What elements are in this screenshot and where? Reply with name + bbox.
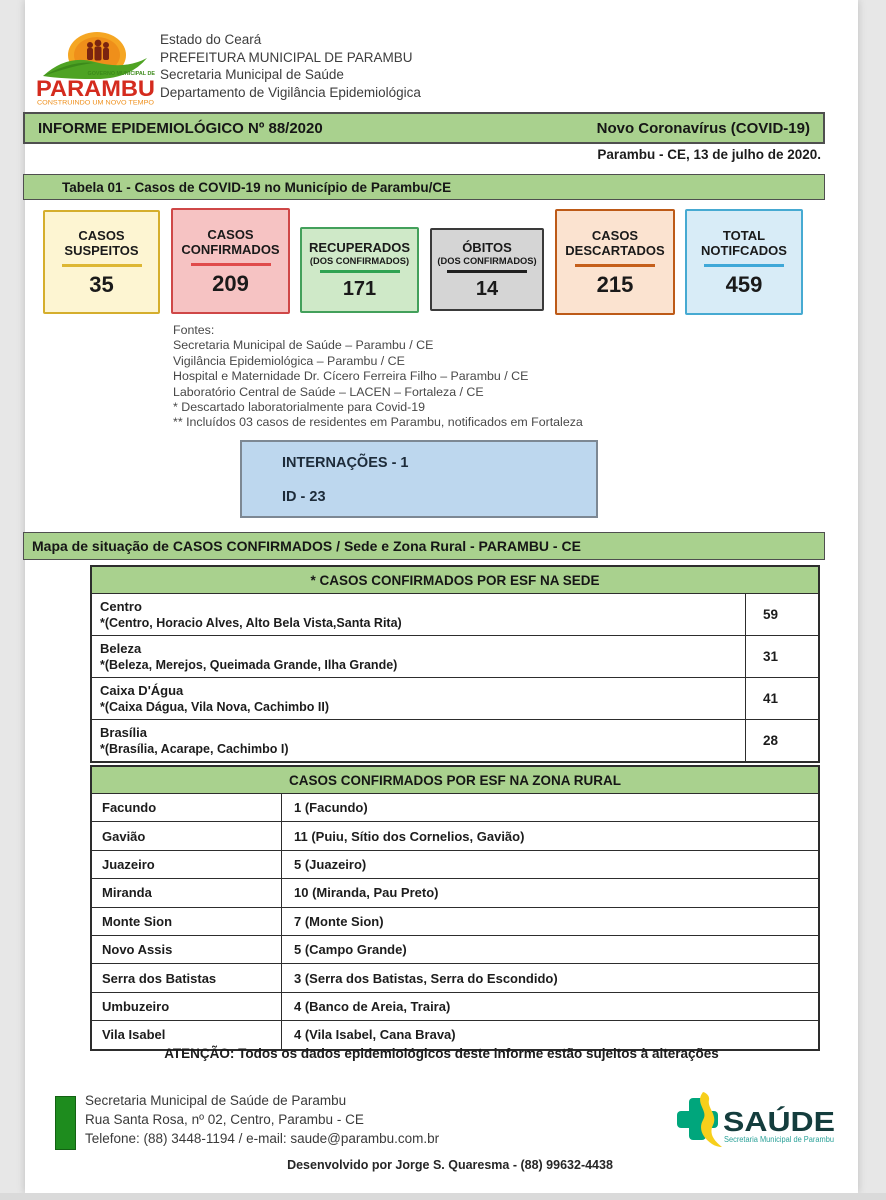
table-row	[92, 936, 818, 964]
table-row	[92, 993, 818, 1021]
esf-name: Vila Isabel	[92, 1021, 282, 1048]
logo-slogan: CONSTRUINDO UM NOVO TEMPO	[37, 100, 155, 106]
developed-by: Desenvolvido por Jorge S. Quaresma - (88) 99632-4438	[287, 1158, 613, 1172]
table-row	[92, 851, 818, 879]
esf-name: Serra dos Batistas	[92, 964, 282, 991]
logo-name: PARAMBU	[36, 76, 155, 101]
letterhead	[160, 31, 421, 101]
stat-value: 209	[212, 271, 249, 296]
sede-table	[90, 565, 820, 763]
stat-value: 14	[475, 277, 499, 300]
sources-line: * Descartado laboratorialmente para Covid-19	[173, 400, 426, 415]
letterhead-line: Secretaria Municipal de Saúde	[160, 67, 344, 82]
footer-contact-line: Secretaria Municipal de Saúde de Parambu	[85, 1093, 347, 1108]
esf-cases-areas: 4 (Vila Isabel, Cana Brava)	[294, 1027, 456, 1043]
table-row	[92, 879, 818, 907]
esf-name: Novo Assis	[92, 936, 282, 963]
parambu-logo	[33, 30, 158, 106]
stat-underline	[575, 264, 655, 267]
esf-name: Juazeiro	[92, 851, 282, 878]
esf-cases: 28	[745, 720, 818, 761]
esf-cases: 31	[745, 636, 818, 677]
attention-note: ATENÇÃO: Todos os dados epidemiológicos deste informe estão sujeitos à alterações	[164, 1046, 719, 1061]
esf-cases-areas: 3 (Serra dos Batistas, Serra do Escondido)	[294, 970, 558, 986]
internacoes-box	[240, 440, 598, 518]
esf-areas: *(Beleza, Merejos, Queimada Grande, Ilha Grande)	[100, 657, 398, 672]
stat-value: 215	[596, 272, 634, 297]
esf-areas: *(Centro, Horacio Alves, Alto Bela Vista,Santa Rita)	[100, 615, 402, 630]
report-subject: Novo Coronavírus (COVID-19)	[596, 119, 810, 137]
letterhead-line: Departamento de Vigilância Epidemiológica	[160, 84, 421, 100]
esf-cases: 59	[745, 594, 818, 635]
stat-obitos	[430, 228, 544, 311]
rural-table	[90, 765, 820, 1051]
rural-table-header: CASOS CONFIRMADOS POR ESF NA ZONA RURAL	[92, 767, 818, 794]
report-number: INFORME EPIDEMIOLÓGICO Nº 88/2020	[38, 119, 323, 137]
saude-subtitle: Secretaria Municipal de Parambu	[724, 1135, 834, 1144]
table-row	[92, 678, 818, 720]
table-row	[92, 822, 818, 850]
esf-cases-areas: 5 (Campo Grande)	[294, 942, 407, 958]
stat-title: RECUPERADOS	[308, 240, 411, 255]
sources-line: ** Incluídos 03 casos de residentes em Parambu, notificados em Fortaleza	[173, 415, 583, 430]
sede-table-header: * CASOS CONFIRMADOS POR ESF NA SEDE	[92, 567, 818, 594]
stat-recuperados	[300, 227, 419, 313]
stat-underline	[62, 264, 142, 267]
internacoes-value: INTERNAÇÕES - 1	[282, 455, 409, 471]
stat-casos-confirmados	[171, 208, 290, 314]
stat-underline	[191, 263, 271, 266]
footer-green-bar	[55, 1096, 76, 1150]
esf-cases-areas: 7 (Monte Sion)	[294, 913, 384, 929]
sources-line: Vigilância Epidemiológica – Parambu / CE	[173, 353, 405, 368]
letterhead-line: Estado do Ceará	[160, 32, 262, 47]
esf-name: Caixa D'Água	[100, 682, 184, 698]
stat-casos-descartados	[555, 209, 675, 315]
scan-edge	[0, 1193, 886, 1200]
esf-cases-areas: 1 (Facundo)	[294, 800, 368, 816]
stat-underline	[704, 264, 784, 267]
esf-name: Umbuzeiro	[92, 993, 282, 1020]
mapa-bar	[23, 532, 825, 560]
sources-line: Secretaria Municipal de Saúde – Parambu / CE	[173, 338, 434, 353]
stat-underline	[320, 270, 400, 273]
esf-name: Facundo	[92, 794, 282, 821]
sources-line: Fontes:	[173, 323, 215, 337]
stat-title: CASOS CONFIRMADOS	[181, 227, 280, 257]
esf-areas: *(Caixa Dágua, Vila Nova, Cachimbo II)	[100, 699, 330, 714]
table-row	[92, 1021, 818, 1048]
stat-total-notificados	[685, 209, 803, 315]
esf-cases-areas: 10 (Miranda, Pau Preto)	[294, 885, 439, 901]
stat-value: 35	[89, 272, 114, 297]
table-row	[92, 964, 818, 992]
sources-note	[173, 323, 583, 431]
stat-value: 459	[725, 272, 763, 297]
logo-top-text: GOVERNO MUNICIPAL DE	[87, 71, 155, 77]
saude-title: SAÚDE	[723, 1106, 835, 1137]
date-line: Parambu - CE, 13 de julho de 2020.	[597, 147, 821, 162]
esf-areas: *(Brasília, Acarape, Cachimbo I)	[100, 741, 289, 756]
stat-title: CASOS DESCARTADOS	[565, 228, 665, 258]
table-row	[92, 594, 818, 636]
stat-subtitle: (DOS CONFIRMADOS)	[437, 255, 537, 266]
footer-contact	[85, 1092, 439, 1148]
stat-title: ÓBITOS	[462, 239, 512, 255]
esf-name: Beleza	[100, 640, 142, 656]
title-bar	[23, 112, 825, 144]
mapa-title: Mapa de situação de CASOS CONFIRMADOS / Sede e Zona Rural - PARAMBU - CE	[32, 538, 581, 554]
stat-casos-suspeitos	[43, 210, 160, 314]
stat-value: 171	[342, 278, 377, 300]
esf-name: Centro	[100, 598, 142, 614]
id-value: ID - 23	[282, 489, 326, 505]
tabela01-title: Tabela 01 - Casos de COVID-19 no Município de Parambu/CE	[62, 179, 452, 195]
table-row	[92, 908, 818, 936]
letterhead-line: PREFEITURA MUNICIPAL DE PARAMBU	[160, 49, 413, 65]
esf-cases-areas: 5 (Juazeiro)	[294, 856, 367, 872]
stat-underline	[447, 270, 527, 273]
footer-contact-line: Telefone: (88) 3448-1194 / e-mail: saude@parambu.com.br	[85, 1130, 440, 1146]
table-row	[92, 794, 818, 822]
sources-line: Hospital e Maternidade Dr. Cícero Ferreira Filho – Parambu / CE	[173, 369, 529, 384]
saude-logo	[676, 1090, 838, 1154]
esf-cases-areas: 11 (Puiu, Sítio dos Cornelios, Gavião)	[294, 828, 525, 844]
sources-line: Laboratório Central de Saúde – LACEN – Fortaleza / CE	[173, 384, 484, 399]
footer-contact-line: Rua Santa Rosa, nº 02, Centro, Parambu - CE	[85, 1111, 364, 1127]
table-row	[92, 720, 818, 761]
stat-title: CASOS SUSPEITOS	[64, 228, 139, 258]
tabela01-bar	[23, 174, 825, 200]
esf-name: Brasília	[100, 724, 147, 740]
esf-name: Gavião	[92, 822, 282, 849]
esf-name: Monte Sion	[92, 908, 282, 935]
esf-name: Miranda	[92, 879, 282, 906]
table-row	[92, 636, 818, 678]
esf-cases: 41	[745, 678, 818, 719]
stat-title: TOTAL NOTIFCADOS	[701, 228, 787, 258]
stat-subtitle: (DOS CONFIRMADOS)	[309, 256, 410, 266]
esf-cases-areas: 4 (Banco de Areia, Traira)	[294, 998, 451, 1014]
people-icon	[87, 40, 109, 61]
